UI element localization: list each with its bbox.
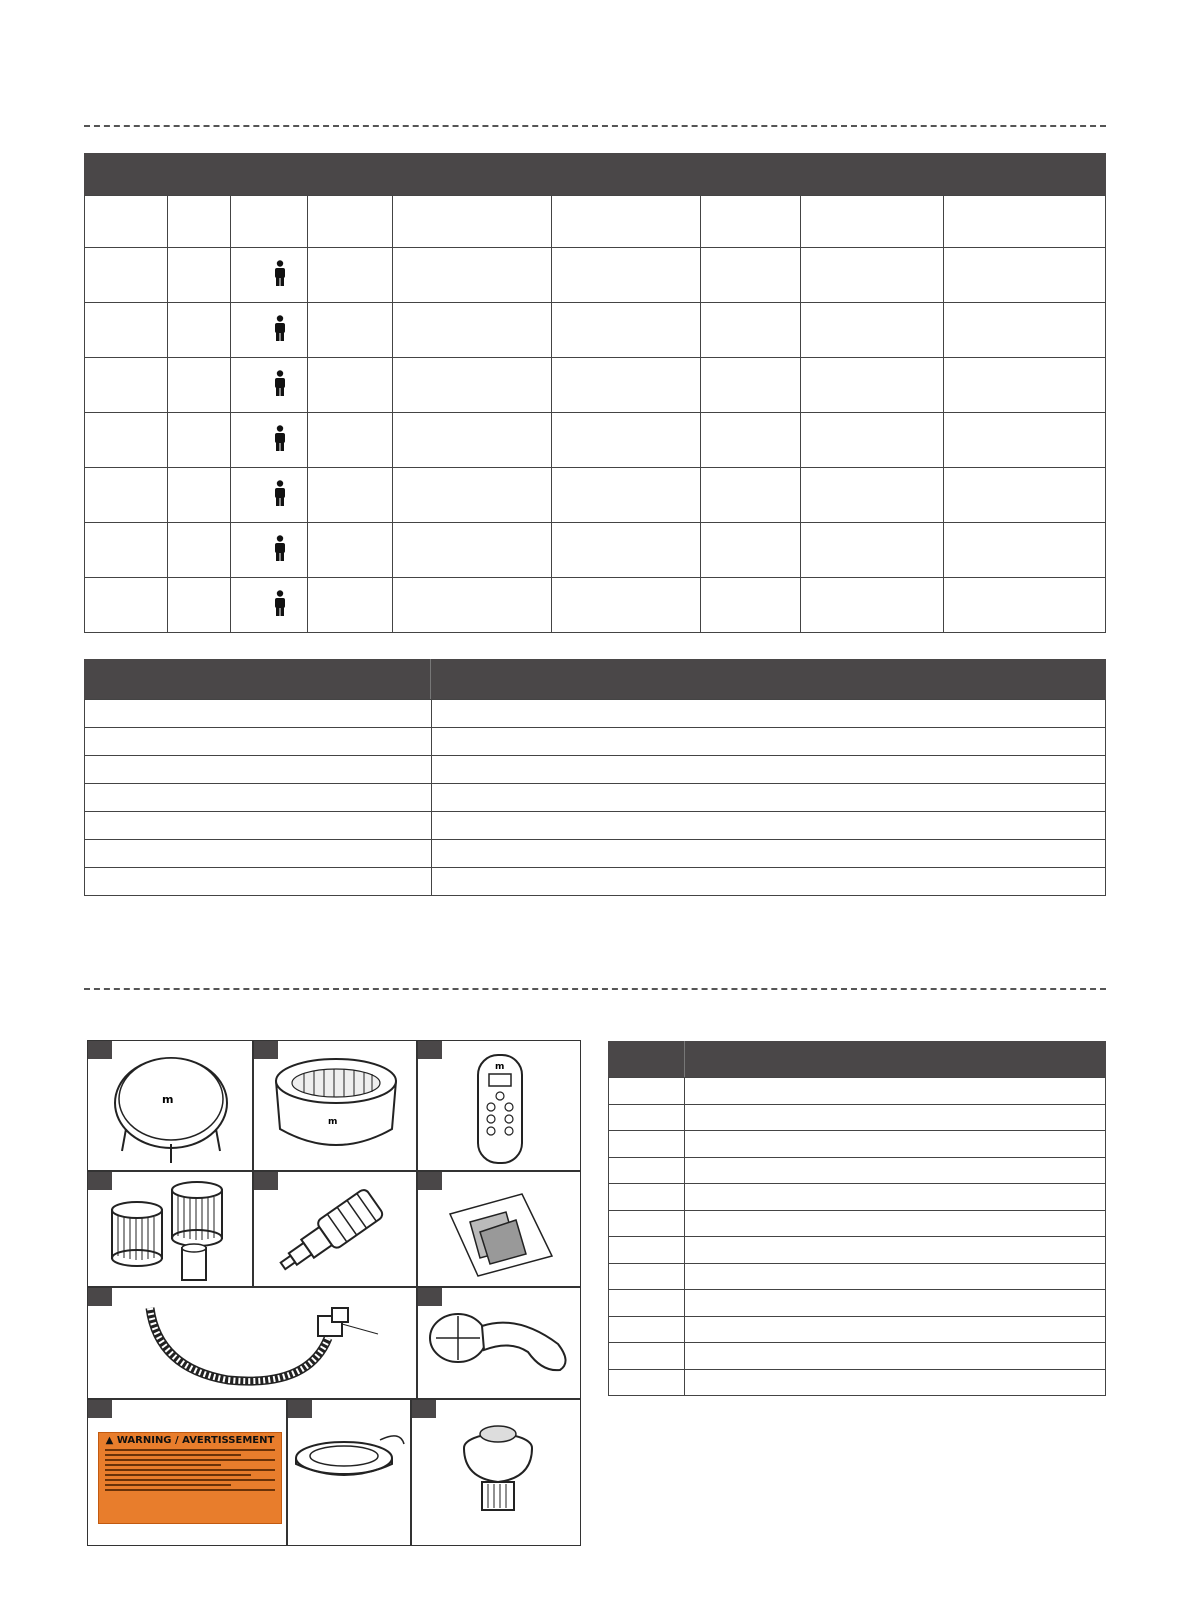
part-number-badge	[88, 1400, 112, 1418]
spec-table-cell	[552, 303, 701, 358]
spec-table-cell	[801, 578, 944, 633]
parts-list-cell	[609, 1131, 685, 1158]
parts-list-cell	[609, 1343, 685, 1370]
model-table-row	[85, 700, 1106, 728]
spec-table-row	[85, 578, 1106, 633]
spec-table-cell	[308, 413, 393, 468]
connector-valve-icon	[254, 1172, 417, 1287]
spec-table-cell	[944, 303, 1106, 358]
model-table	[84, 699, 1106, 896]
chemical-floater-icon	[412, 1400, 581, 1546]
spec-table-cell	[168, 468, 231, 523]
warning-text-line	[105, 1469, 275, 1471]
part-hose	[87, 1287, 417, 1399]
model-table-row	[85, 868, 1106, 896]
parts-list-row	[609, 1184, 1106, 1211]
parts-list-cell	[609, 1157, 685, 1184]
spec-table-cell	[944, 358, 1106, 413]
spec-table-cell	[308, 578, 393, 633]
spec-table-cell	[168, 578, 231, 633]
parts-list-row	[609, 1316, 1106, 1343]
model-table-cell	[432, 868, 1106, 896]
part-number-badge	[88, 1041, 112, 1059]
spec-table-cell	[552, 468, 701, 523]
parts-list-cell	[609, 1078, 685, 1105]
spec-table-cell	[552, 248, 701, 303]
spec-table-cell	[231, 523, 308, 578]
parts-list-row	[609, 1157, 1106, 1184]
tub-icon	[254, 1041, 417, 1171]
parts-list-cell	[609, 1369, 685, 1396]
spec-table-cell	[944, 413, 1106, 468]
parts-list-table	[608, 1077, 1106, 1396]
spec-table-cell	[801, 523, 944, 578]
cover-brand-text: m	[162, 1093, 174, 1106]
parts-list-row	[609, 1131, 1106, 1158]
spec-table-row	[85, 358, 1106, 413]
part-number-badge	[288, 1400, 312, 1418]
model-table-cell	[432, 840, 1106, 868]
model-table-cell	[85, 868, 432, 896]
spec-table-cell	[231, 413, 308, 468]
filter-cartridges-icon	[88, 1172, 253, 1287]
parts-list-cell	[685, 1104, 1106, 1131]
spec-table-cell	[168, 303, 231, 358]
model-table-header-bar	[84, 659, 1106, 699]
parts-list-cell	[685, 1210, 1106, 1237]
part-scoop	[417, 1287, 581, 1399]
spec-table-cell	[168, 523, 231, 578]
parts-list-cell	[685, 1316, 1106, 1343]
repair-patch-icon	[418, 1172, 581, 1287]
parts-list-row	[609, 1369, 1106, 1396]
warning-label-icon	[98, 1432, 282, 1524]
spec-table-row	[85, 413, 1106, 468]
tub-brand-text: m	[328, 1117, 338, 1127]
spec-table-cell	[944, 578, 1106, 633]
spec-table-row	[85, 523, 1106, 578]
spec-table-cell	[701, 248, 801, 303]
model-table-cell	[85, 700, 432, 728]
parts-list-cell	[685, 1078, 1106, 1105]
person-icon	[273, 535, 287, 561]
spec-table-row	[85, 248, 1106, 303]
spec-table-cell	[168, 413, 231, 468]
model-table-row	[85, 728, 1106, 756]
parts-list-cell	[685, 1290, 1106, 1317]
spec-table-cell	[85, 578, 168, 633]
spec-table-row	[85, 303, 1106, 358]
part-led-strip	[287, 1399, 411, 1546]
spec-table-cell	[944, 468, 1106, 523]
parts-list-row	[609, 1290, 1106, 1317]
part-number-badge	[418, 1288, 442, 1306]
spec-table-cell	[85, 358, 168, 413]
spec-table-cell	[231, 248, 308, 303]
warning-text-line	[105, 1479, 275, 1481]
parts-list-cell	[609, 1263, 685, 1290]
spec-table-cell	[308, 248, 393, 303]
model-table-cell	[85, 756, 432, 784]
model-table-cell	[85, 728, 432, 756]
spec-table-cell	[85, 303, 168, 358]
spec-table-header-row	[85, 196, 1106, 248]
spec-table-cell	[701, 413, 801, 468]
spec-table-cell	[231, 358, 308, 413]
person-icon	[273, 425, 287, 451]
part-repair-patch	[417, 1171, 581, 1287]
spec-table-cell	[231, 578, 308, 633]
model-table-cell	[432, 756, 1106, 784]
part-connector	[253, 1171, 417, 1287]
part-number-badge	[412, 1400, 436, 1418]
person-icon	[273, 590, 287, 616]
parts-list-cell	[685, 1369, 1106, 1396]
spec-table-cell	[393, 248, 552, 303]
parts-list-cell	[609, 1184, 685, 1211]
model-table-cell	[432, 700, 1106, 728]
spec-table-cell	[701, 468, 801, 523]
person-icon	[273, 370, 287, 396]
section-divider-middle	[84, 988, 1106, 990]
parts-list-cell	[685, 1157, 1106, 1184]
part-tub	[253, 1040, 417, 1171]
model-table-header-divider	[430, 659, 431, 699]
spec-table-cell	[231, 468, 308, 523]
warning-text-line	[105, 1459, 275, 1461]
model-table-row	[85, 840, 1106, 868]
model-table-cell	[432, 812, 1106, 840]
spec-table-cell	[701, 303, 801, 358]
model-table-row	[85, 812, 1106, 840]
spec-table-cell	[944, 248, 1106, 303]
part-filters	[87, 1171, 253, 1287]
part-number-badge	[254, 1172, 278, 1190]
parts-list-cell	[685, 1263, 1106, 1290]
spec-table-cell	[801, 413, 944, 468]
spec-table-cell	[552, 358, 701, 413]
parts-list-cell	[685, 1343, 1106, 1370]
spec-table-header-bar	[84, 153, 1106, 195]
parts-list-row	[609, 1263, 1106, 1290]
scoop-icon	[418, 1288, 581, 1399]
spec-table-cell	[552, 523, 701, 578]
warning-text-line	[105, 1464, 221, 1466]
parts-list-cell	[609, 1290, 685, 1317]
section-divider-top	[84, 125, 1106, 127]
model-table-row	[85, 756, 1106, 784]
parts-list-row	[609, 1210, 1106, 1237]
spec-table-cell	[944, 523, 1106, 578]
spec-table-cell	[801, 303, 944, 358]
parts-list-header-bar	[608, 1041, 1106, 1077]
warning-label-title: ▲ WARNING / AVERTISSEMENT	[105, 1435, 275, 1446]
warning-text-line	[105, 1449, 275, 1451]
spec-table-cell	[801, 468, 944, 523]
spec-table-cell	[168, 358, 231, 413]
person-icon	[273, 260, 287, 286]
cover-icon	[88, 1041, 253, 1171]
parts-list-cell	[685, 1237, 1106, 1264]
spec-table-cell	[393, 303, 552, 358]
part-number-badge	[88, 1288, 112, 1306]
part-number-badge	[418, 1041, 442, 1059]
spec-table-cell	[393, 413, 552, 468]
part-number-badge	[254, 1041, 278, 1059]
spec-table-cell	[393, 578, 552, 633]
spec-table-cell	[85, 413, 168, 468]
spec-table-cell	[308, 303, 393, 358]
remote-brand-text: m	[495, 1062, 505, 1072]
parts-list-cell	[685, 1184, 1106, 1211]
parts-grid	[87, 1040, 581, 1546]
parts-list-row	[609, 1343, 1106, 1370]
part-number-badge	[88, 1172, 112, 1190]
spec-table-cell	[701, 523, 801, 578]
spec-table-cell	[701, 358, 801, 413]
part-cover	[87, 1040, 253, 1171]
warning-text-line	[105, 1454, 241, 1456]
person-icon	[273, 480, 287, 506]
spec-table-cell	[308, 523, 393, 578]
spec-table-cell	[801, 358, 944, 413]
part-number-badge	[418, 1172, 442, 1190]
parts-list-header-divider	[684, 1041, 685, 1077]
spec-table-cell	[168, 248, 231, 303]
spec-table-cell	[393, 523, 552, 578]
spec-table-cell	[85, 523, 168, 578]
parts-list-cell	[685, 1131, 1106, 1158]
parts-list-cell	[609, 1104, 685, 1131]
part-remote	[417, 1040, 581, 1171]
hose-icon	[88, 1288, 417, 1399]
parts-list-row	[609, 1237, 1106, 1264]
spec-table-cell	[701, 578, 801, 633]
remote-control-icon	[418, 1041, 581, 1171]
spec-table	[84, 195, 1106, 633]
spec-table-cell	[308, 358, 393, 413]
spec-table-row	[85, 468, 1106, 523]
spec-table-cell	[85, 248, 168, 303]
parts-list-cell	[609, 1210, 685, 1237]
person-icon	[273, 315, 287, 341]
model-table-cell	[85, 812, 432, 840]
model-table-cell	[432, 784, 1106, 812]
spec-table-cell	[393, 358, 552, 413]
spec-table-cell	[552, 578, 701, 633]
led-strip-icon	[288, 1400, 411, 1546]
warning-text-line	[105, 1474, 251, 1476]
parts-list-row	[609, 1104, 1106, 1131]
model-table-cell	[85, 784, 432, 812]
spec-table-cell	[801, 248, 944, 303]
spec-table-cell	[552, 413, 701, 468]
part-chemical-floater	[411, 1399, 581, 1546]
model-table-cell	[85, 840, 432, 868]
parts-list-cell	[609, 1237, 685, 1264]
model-table-row	[85, 784, 1106, 812]
spec-table-cell	[85, 468, 168, 523]
spec-table-cell	[231, 303, 308, 358]
spec-table-cell	[308, 468, 393, 523]
parts-list-row	[609, 1078, 1106, 1105]
warning-text-line	[105, 1489, 275, 1491]
parts-list-cell	[609, 1316, 685, 1343]
part-warning-label	[87, 1399, 287, 1546]
warning-text-line	[105, 1484, 231, 1486]
spec-table-cell	[393, 468, 552, 523]
model-table-cell	[432, 728, 1106, 756]
